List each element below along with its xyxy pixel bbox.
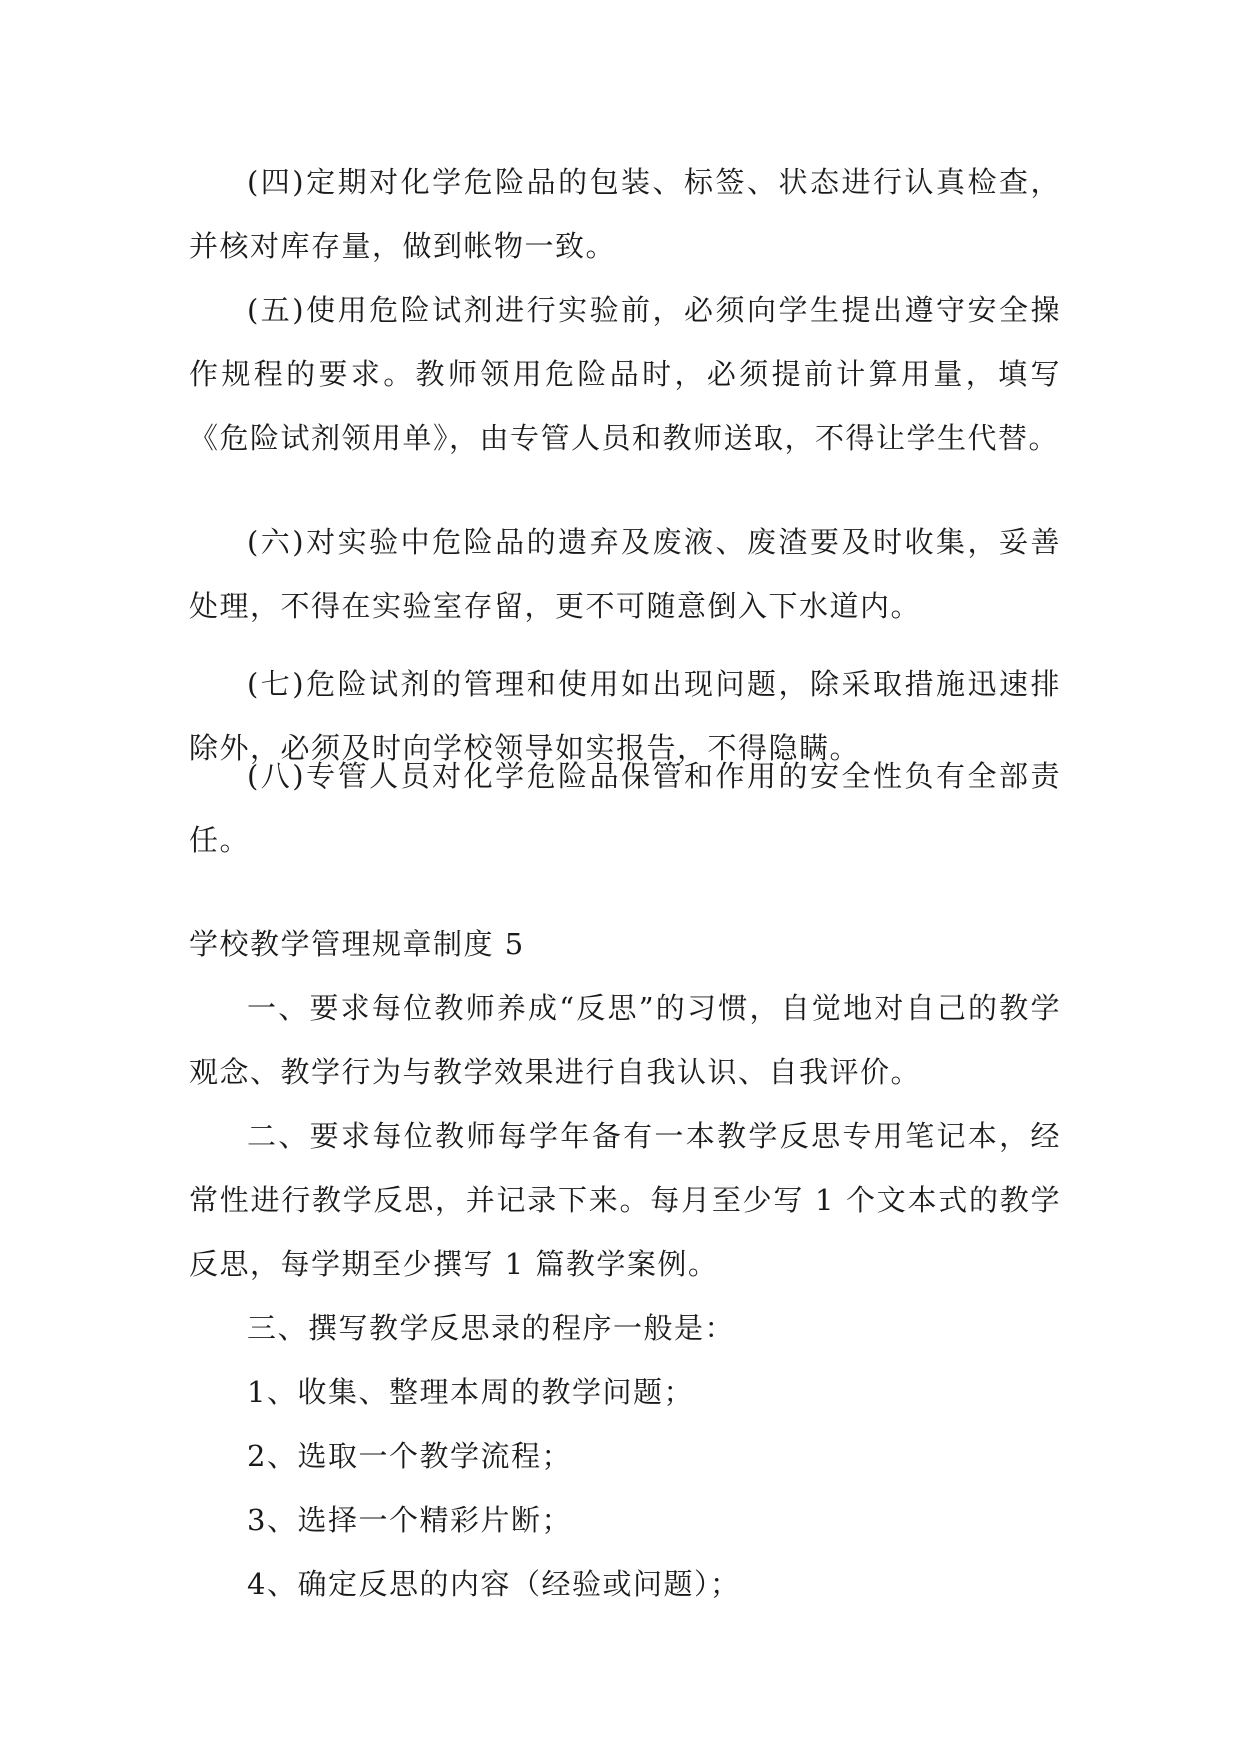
paragraph-item-6: (六)对实验中危险品的遗弃及废液、废渣要及时收集，妥善处理，不得在实验室存留，更不可随意倒入下水道内。 (189, 525, 1061, 623)
paragraph-item-8: (八)专管人员对化学危险品保管和作用的安全性负有全部责任。 (189, 759, 1061, 857)
section-title: 学校教学管理规章制度 5 (189, 927, 525, 961)
paragraph-item-5: (五)使用危险试剂进行实验前，必须向学生提出遵守安全操作规程的要求。教师领用危险品时，必须提前计算用量，填写《危险试剂领用单》，由专管人员和教师送取，不得让学生代替。 (189, 293, 1061, 455)
paragraph-item-7: (七)危险试剂的管理和使用如出现问题，除采取措施迅速排除外，必须及时向学校领导如实报告，不得隐瞒。 (189, 667, 1061, 765)
paragraph-rule-3: 三、撰写教学反思录的程序一般是： (247, 1311, 736, 1345)
list-item-step-3: 3、选择一个精彩片断； (247, 1503, 572, 1537)
list-item-step-4: 4、确定反思的内容（经验或问题）； (247, 1567, 741, 1601)
paragraph-item-4: (四)定期对化学危险品的包装、标签、状态进行认真检查，并核对库存量，做到帐物一致。 (189, 165, 1061, 263)
paragraph-rule-1: 一、要求每位教师养成“反思”的习惯，自觉地对自己的教学观念、教学行为与教学效果进行自我认识、自我评价。 (189, 991, 1061, 1089)
paragraph-rule-2: 二、要求每位教师每学年备有一本教学反思专用笔记本，经常性进行教学反思，并记录下来。每月至少写 1 个文本式的教学反思，每学期至少撰写 1 篇教学案例。 (189, 1119, 1061, 1281)
list-item-step-2: 2、选取一个教学流程； (247, 1439, 572, 1473)
list-item-step-1: 1、收集、整理本周的教学问题； (247, 1375, 694, 1409)
